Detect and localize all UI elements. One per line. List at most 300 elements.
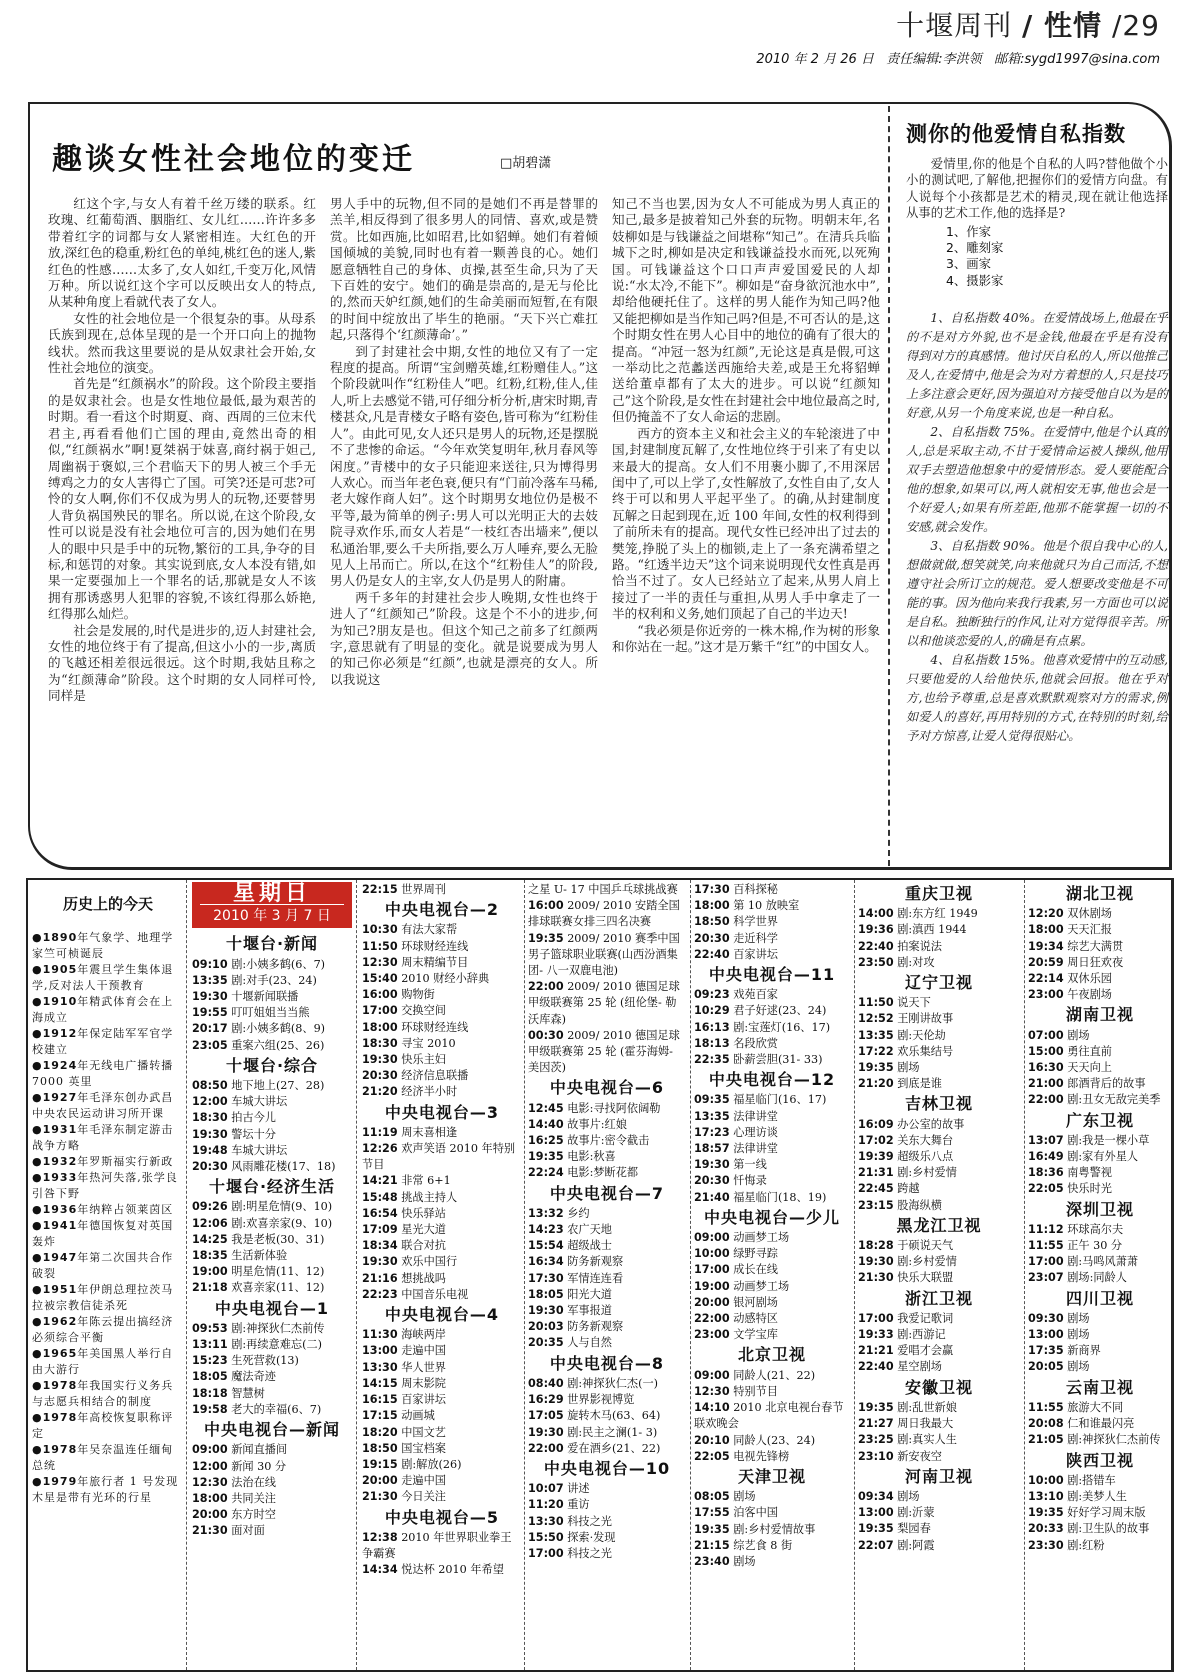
program-time: 14:25 [192,1232,228,1246]
program-row [528,1408,686,1424]
program-time: 13:35 [858,1028,894,1042]
program-row [694,914,850,930]
history-event [32,1346,184,1378]
quiz-option: 4、摄影家 [946,272,1004,288]
program-row [694,882,850,898]
program-time: 20:10 [694,1433,730,1447]
program-time: 20:05 [1028,1360,1064,1374]
program-title: 我爱记歌词 [897,1311,954,1325]
program-title: 第 10 放映室 [733,899,800,913]
quiz-intro: 爱情里,你的他是个自私的人吗?替他做个小小的测试吧,了解他,把握你们的爱情方向盘。有人说每个小孩都是艺术的精灵,现在就让他选择从事的艺术工作,他的选择是? [906,156,1168,221]
program-time: 22:00 [1028,1093,1064,1107]
issue-meta [756,48,1160,67]
program-row [528,1165,686,1181]
channel-name: 十堰台·综合 [225,1055,319,1075]
program-title: 新安夜空 [897,1449,942,1463]
tv-column-content [192,936,352,1539]
channel-name: 十堰台·经济生活 [208,1177,336,1197]
publication-title: 十堰周刊 / 性情 /29 [896,9,1160,42]
quiz-option: 2、雕刻家 [946,240,1004,256]
program-row [858,1254,1020,1270]
program-title: 超级战士 [567,1239,612,1253]
article-column-2 [330,196,598,688]
program-time: 19:30 [528,1425,564,1439]
program-time: 19:30 [528,1304,564,1318]
program-row [362,1425,522,1441]
program-title: 办公室的故事 [897,1117,965,1131]
history-event [32,1250,184,1282]
program-row [362,1287,522,1303]
program-title: 剧:沂蒙 [897,1506,935,1520]
program-time: 12:30 [362,955,398,969]
program-row [362,882,522,898]
program-title: 剧:家有外星人 [1067,1150,1139,1164]
program-row [528,1287,686,1303]
program-time: 18:35 [192,1249,228,1263]
program-time: 16:54 [362,1206,398,1220]
program-title: 快乐大联盟 [897,1271,954,1285]
history-year: 1978 [42,1379,78,1393]
program-time: 16:25 [528,1134,564,1148]
program-time: 22:15 [362,883,398,896]
program-title: 东方时空 [231,1508,276,1522]
program-title: 故事片:密令截击 [567,1134,650,1148]
program-time: 11:20 [528,1498,564,1512]
program-row [192,1337,352,1353]
program-title: 双休乐园 [1067,972,1112,986]
program-row [528,1497,686,1513]
quiz-option: 3、画家 [946,256,992,272]
history-year: 1978 [42,1443,78,1457]
program-title: 剧:对攻 [897,955,935,969]
program-row [1028,1165,1172,1181]
program-title: 挑战主持人 [401,1190,458,1204]
program-title: 防务新观察 [567,1255,624,1269]
program-row [694,1449,850,1465]
channel-name: 深圳卫视 [1065,1199,1134,1219]
program-title: 第一线 [733,1158,767,1172]
program-time: 20:08 [1028,1417,1064,1431]
tv-column-2 [362,882,522,1578]
program-row [362,1441,522,1457]
program-time: 14:40 [528,1117,564,1131]
program-row [192,1110,352,1126]
bullet-icon: ● [32,1443,43,1457]
tv-column-content [694,882,850,1570]
program-time: 22:24 [528,1166,564,1180]
program-title: 剧场:同龄人 [1067,1271,1127,1285]
program-time: 17:30 [694,883,730,896]
program-title: 悦达杯 2010 年希望 [401,1563,504,1577]
program-time: 13:35 [694,1109,730,1123]
program-row [528,1514,686,1530]
channel-name: 中央电视台—1 [214,1298,330,1318]
program-title: 欢喜亲家(11、12) [231,1281,325,1295]
program-title: 剧:我是一棵小草 [1067,1133,1150,1147]
program-time: 22:35 [694,1053,730,1067]
program-time: 23:00 [694,1328,730,1342]
quiz-result: 1、自私指数 40%。在爱情战场上,他最在乎的不是对方外貌,也不是金钱,他最在乎是有没有得到对方的真感情。他讨厌自私的人,所以他推己及人,在爱情中,他是会为对方着想的人,只是技巧上多注意会更好,因为强迫对方接受他自以为是的好意,从另一个角度来说,也是一种自私。 [906,311,1168,421]
program-time: 13:00 [1028,1328,1064,1342]
program-title: 福星临门(16、17) [733,1093,827,1107]
history-text: 年罗斯福实行新政 [77,1155,174,1169]
program-row [694,1538,850,1554]
program-time: 19:35 [858,1400,894,1414]
program-time: 17:22 [858,1044,894,1058]
program-time: 21:15 [694,1538,730,1552]
bullet-icon: ● [32,1091,43,1105]
program-time: 19:15 [362,1457,398,1471]
program-row [694,1433,850,1449]
channel-name: 十堰台·新闻 [225,934,319,954]
history-text: 年伊朗总理拉茨马拉被宗教信徒杀死 [32,1283,174,1313]
program-time: 20:03 [528,1320,564,1334]
program-row [1028,1028,1172,1044]
program-title: 绿野寻踪 [733,1247,778,1261]
program-title: 生死营救(13) [231,1354,299,1368]
program-row [528,1101,686,1117]
history-text: 年我国实行义务兵与志愿兵相结合的制度 [32,1379,174,1409]
program-row [192,1475,352,1491]
program-title: 剧:再续意难忘(二) [231,1338,322,1352]
program-title: 电影:秋喜 [567,1150,616,1164]
program-row [1028,987,1172,1003]
program-title: 重案六组(25、26) [231,1038,325,1052]
program-title: 2010 北京电视台春节联欢晚会 [694,1401,844,1431]
tv-column-1 [192,882,352,1540]
tv-column-content [528,882,686,1562]
program-time: 21:30 [192,1524,228,1538]
issue-date: 2010 年 2 月 26 日 [756,52,874,67]
program-title: 剧:阿霞 [897,1538,935,1552]
program-row [1028,955,1172,971]
program-time: 09:00 [694,1368,730,1382]
program-time: 11:55 [1028,1400,1064,1414]
bullet-icon: ● [32,1123,43,1137]
program-time: 12:06 [192,1216,228,1230]
program-title: 剧:西游记 [897,1328,946,1342]
history-text: 年旅行者 1 号发现木星是带有光环的行星 [32,1475,179,1505]
program-row [858,1538,1020,1554]
bullet-icon: ● [32,1219,43,1233]
program-title: 新商界 [1067,1344,1101,1358]
history-event [32,930,184,962]
program-row [362,1238,522,1254]
program-title: 国宝档案 [401,1441,446,1455]
program-time: 15:00 [1028,1044,1064,1058]
program-time: 16:29 [528,1393,564,1407]
article-paragraph: 知己不当也罢,因为女人不可能成为男人真正的知己,最多是披着知己外套的玩物。明朝末年,名妓柳如是与钱谦益之间堪称“知己”。在清兵兵临城下之时,柳如是决定和钱谦益投水而死,以死殉国。可钱谦益这个口口声声爱国爱民的人却说:“水太冷,不能下”。柳如是“奋身欲沉池水中”,却给他硬托住了。这样的男人能作为知己吗?他又能把柳如是当作知己吗?但是,不可否认的是,这个时期女性在男人心目中的地位的确有了很大的提高。“冲冠一怒为红颜”,无论这是真是假,可这一举动比之范蠡送西施给夫差,或是王允将貂蝉送给董卓都有了太大的进步。可以说“红颜知己”这个阶段,是女性在封建社会中地位最高之时,但仍掩盖不了女人命运的悲剧。 [612,196,880,425]
article-paragraph: “我必须是你近旁的一株木棉,作为树的形象和你站在一起。”这才是万紫千“红”的中国女人。 [612,622,880,654]
channel-name: 北京卫视 [737,1345,806,1365]
channel-name: 中央电视台—10 [543,1458,671,1478]
program-title: 走遍中国 [401,1344,446,1358]
program-title: 农广天地 [567,1223,612,1237]
program-time: 17:23 [694,1125,730,1139]
history-event [32,1170,184,1202]
program-time: 14:23 [528,1223,564,1237]
program-time: 21:16 [362,1271,398,1285]
bullet-icon: ● [32,1155,43,1169]
program-title: 剧:神探狄仁杰(一) [567,1376,658,1390]
program-row [362,1408,522,1424]
program-row [362,1222,522,1238]
channel-name: 中央电视台—11 [708,965,836,985]
history-text: 年精武体育会在上海成立 [32,995,174,1025]
program-time: 20:00 [362,1474,398,1488]
program-row [1028,1489,1172,1505]
program-time: 18:20 [362,1425,398,1439]
program-row [1028,1473,1172,1489]
program-row [528,1149,686,1165]
program-title: 剧:丑女无敌完美季 [1067,1093,1161,1107]
program-time: 09:53 [192,1321,228,1335]
program-title: 同龄人(23、24) [733,1433,816,1447]
bullet-icon: ● [32,1251,43,1265]
program-row [858,1181,1020,1197]
history-event [32,994,184,1026]
channel-name: 中央电视台—2 [384,900,500,920]
program-row [858,1133,1020,1149]
program-title: 欢声笑语 2010 年特别节目 [362,1142,516,1172]
program-time: 23:25 [858,1433,894,1447]
program-title: 周日狂欢夜 [1067,955,1124,969]
tv-column-4 [694,882,850,1570]
program-time: 10:00 [1028,1473,1064,1487]
history-today [32,882,184,1506]
program-row [1028,922,1172,938]
program-row [694,1246,850,1262]
program-time: 19:36 [858,923,894,937]
history-text: 年吴奈温连任缅甸总统 [32,1443,174,1473]
program-row [694,1190,850,1206]
program-row [362,1068,522,1084]
bullet-icon: ● [32,1347,43,1361]
quiz-result: 4、自私指数 15%。他喜欢爱情中的互动感,只要他爱的人给他快乐,他就会回报。他在乎对方,也给予尊重,总是喜欢默默观察对方的需求,例如爱人的喜好,再用特别的方式,在特别的时刻,给予对方惊喜,让爱人觉得很贴心。 [906,653,1168,744]
program-row [1028,1505,1172,1521]
program-time: 12:30 [694,1384,730,1398]
program-time: 18:13 [694,1036,730,1050]
program-row [858,922,1020,938]
program-row [362,939,522,955]
program-time: 21:20 [362,1085,398,1099]
channel-name: 中央电视台—8 [549,1353,665,1373]
program-row [528,1238,686,1254]
program-title: 银河剧场 [733,1295,778,1309]
program-title: 剧场 [1067,1311,1090,1325]
program-row [192,1264,352,1280]
program-title: 爱唱才会赢 [897,1344,954,1358]
program-time: 09:26 [192,1200,228,1214]
program-row [694,1311,850,1327]
channel-name: 重庆卫视 [904,884,973,903]
column-divider [1024,880,1025,1670]
program-row [528,1222,686,1238]
program-title: 经济信息联播 [401,1069,469,1083]
program-title: 周末喜相逢 [401,1125,458,1139]
program-row [858,1238,1020,1254]
program-time: 18:34 [362,1239,398,1253]
program-row [858,1359,1020,1375]
program-time: 12:00 [192,1459,228,1473]
program-time: 21:30 [858,1271,894,1285]
program-time: 18:00 [192,1491,228,1505]
program-time: 16:34 [528,1255,564,1269]
program-title: 2009/ 2010 赛季中国男子篮球职业联赛(山西汾酒集团- 八一双鹿电池) [528,931,680,978]
program-title: 环球财经连线 [401,1020,469,1034]
program-time: 23:15 [858,1198,894,1212]
program-time: 22:23 [362,1287,398,1301]
program-row [362,987,522,1003]
program-row [858,1416,1020,1432]
program-title: 军情连连看 [567,1271,624,1285]
program-time: 18:50 [694,915,730,929]
program-time: 22:05 [694,1449,730,1463]
quiz-results [906,309,1168,746]
history-year: 1924 [42,1059,78,1073]
channel-name: 中央电视台—5 [384,1507,500,1527]
program-row [1028,1254,1172,1270]
program-row [528,1392,686,1408]
program-row [858,1311,1020,1327]
program-title: 剧:小姨多鹤(6、7) [231,957,326,971]
program-title: 名段欣赏 [733,1036,778,1050]
history-year: 1979 [42,1475,78,1489]
program-row [858,1327,1020,1343]
program-row [694,1505,850,1521]
program-time: 09:35 [694,1093,730,1107]
history-text: 年德国恢复对英国轰炸 [32,1219,174,1249]
program-row [694,1489,850,1505]
program-row [694,1092,850,1108]
program-time: 23:10 [858,1449,894,1463]
program-title: 星光大道 [401,1223,446,1237]
program-title: 剧场 [1067,1028,1090,1042]
program-time: 17:30 [528,1271,564,1285]
channel-name: 中央电视台—新闻 [203,1420,340,1440]
program-title: 福星临门(18、19) [733,1190,827,1204]
program-time: 09:30 [1028,1311,1064,1325]
program-title: 魔法奇迹 [231,1370,276,1384]
program-title: 2009/ 2010 安踏全国排球联赛女排三四名决赛 [528,899,680,929]
program-time: 16:00 [528,899,564,913]
program-time: 13:30 [528,1514,564,1528]
program-row [362,1343,522,1359]
program-title: 剧:滇西 1944 [897,923,967,937]
program-time: 20:35 [528,1336,564,1350]
program-title: 环球财经连线 [401,939,469,953]
bullet-icon: ● [32,1203,43,1217]
program-title: 天天向上 [1067,1061,1112,1075]
program-row [192,1386,352,1402]
program-title: 有法大家帮 [401,923,458,937]
program-row [1028,1432,1172,1448]
program-row [858,955,1020,971]
channel-name: 中央电视台—4 [384,1305,500,1325]
program-time: 10:29 [694,1004,730,1018]
program-title: 剧:乱世新娘 [897,1400,957,1414]
program-time: 18:30 [192,1111,228,1125]
program-time: 19:30 [858,1255,894,1269]
program-title: 欢乐中国行 [401,1255,458,1269]
program-title: 剧场 [897,1061,920,1075]
program-title: 剧:对手(23、24) [231,973,317,987]
program-time: 22:00 [528,1441,564,1455]
program-title: 智慧树 [231,1386,265,1400]
quiz-result: 3、自私指数 90%。他是个很自我中心的人,想做就做,想笑就笑,向来他就只为自己而活,不想遵守社会所订立的规范。爱人想要改变他是不可能的事。因为他向来我行我素,另一方面也可以说是自私。独断独行的作风,让对方觉得很辛苦。所以和他谈恋爱的人,的确是有点累。 [906,539,1168,649]
program-title: 电影:寻找阿依阔勒 [567,1101,661,1115]
program-title: 寻宝 2010 [401,1036,456,1050]
quiz-options [946,224,1168,290]
program-time: 10:00 [694,1247,730,1261]
program-title: 剧:乡村爱情 [897,1255,957,1269]
program-title: 车城大讲坛 [231,1143,288,1157]
program-row [1028,1181,1172,1197]
history-text: 年保定陆军军官学校建立 [32,1027,174,1057]
program-title: 好好学习周末版 [1067,1506,1146,1520]
program-row [694,1295,850,1311]
program-row [362,1084,522,1100]
program-row [362,971,522,987]
program-row [362,1003,522,1019]
program-title: 剧:天伦劫 [897,1028,946,1042]
program-row [528,1481,686,1497]
program-row [362,1036,522,1052]
history-year: 1910 [42,995,78,1009]
program-title: 周末影院 [401,1376,446,1390]
program-row [528,1028,686,1077]
program-title: 成长在线 [733,1263,778,1277]
program-title: 法律讲堂 [733,1109,778,1123]
program-row [694,1384,850,1400]
program-title: 百家讲坛 [401,1393,446,1407]
history-event [32,1314,184,1346]
history-event [32,1202,184,1218]
program-title: 综艺食 8 街 [733,1538,793,1552]
program-time: 20:30 [362,1069,398,1083]
channel-name: 四川卫视 [1065,1288,1134,1308]
program-time: 19:39 [858,1150,894,1164]
tv-column-3 [528,882,686,1562]
program-title: 正午 30 分 [1067,1239,1123,1253]
program-time: 19:48 [192,1143,228,1157]
program-time: 07:00 [1028,1028,1064,1042]
program-title: 讲述 [567,1482,590,1496]
program-time: 08:05 [694,1490,730,1504]
history-event [32,1282,184,1314]
program-row [192,1094,352,1110]
program-row [1028,1359,1172,1375]
program-title: 剧:红粉 [1067,1538,1105,1552]
program-title: 文学宝库 [733,1328,778,1342]
program-row [528,1271,686,1287]
program-title: 剧场 [1067,1328,1090,1342]
program-time: 22:40 [858,1360,894,1374]
program-time: 15:54 [528,1239,564,1253]
bullet-icon: ● [32,1171,43,1185]
program-time: 11:30 [362,1328,398,1342]
program-title: 乡约 [567,1206,590,1220]
program-row [192,1280,352,1296]
program-row [858,1432,1020,1448]
program-row [528,1133,686,1149]
program-title: 非常 6+1 [401,1174,451,1188]
program-title: 动感特区 [733,1312,778,1326]
channel-name: 云南卫视 [1065,1377,1134,1397]
history-text: 年纳粹占领莱茵区 [77,1203,174,1217]
program-time: 12:45 [528,1101,564,1115]
program-row [192,973,352,989]
